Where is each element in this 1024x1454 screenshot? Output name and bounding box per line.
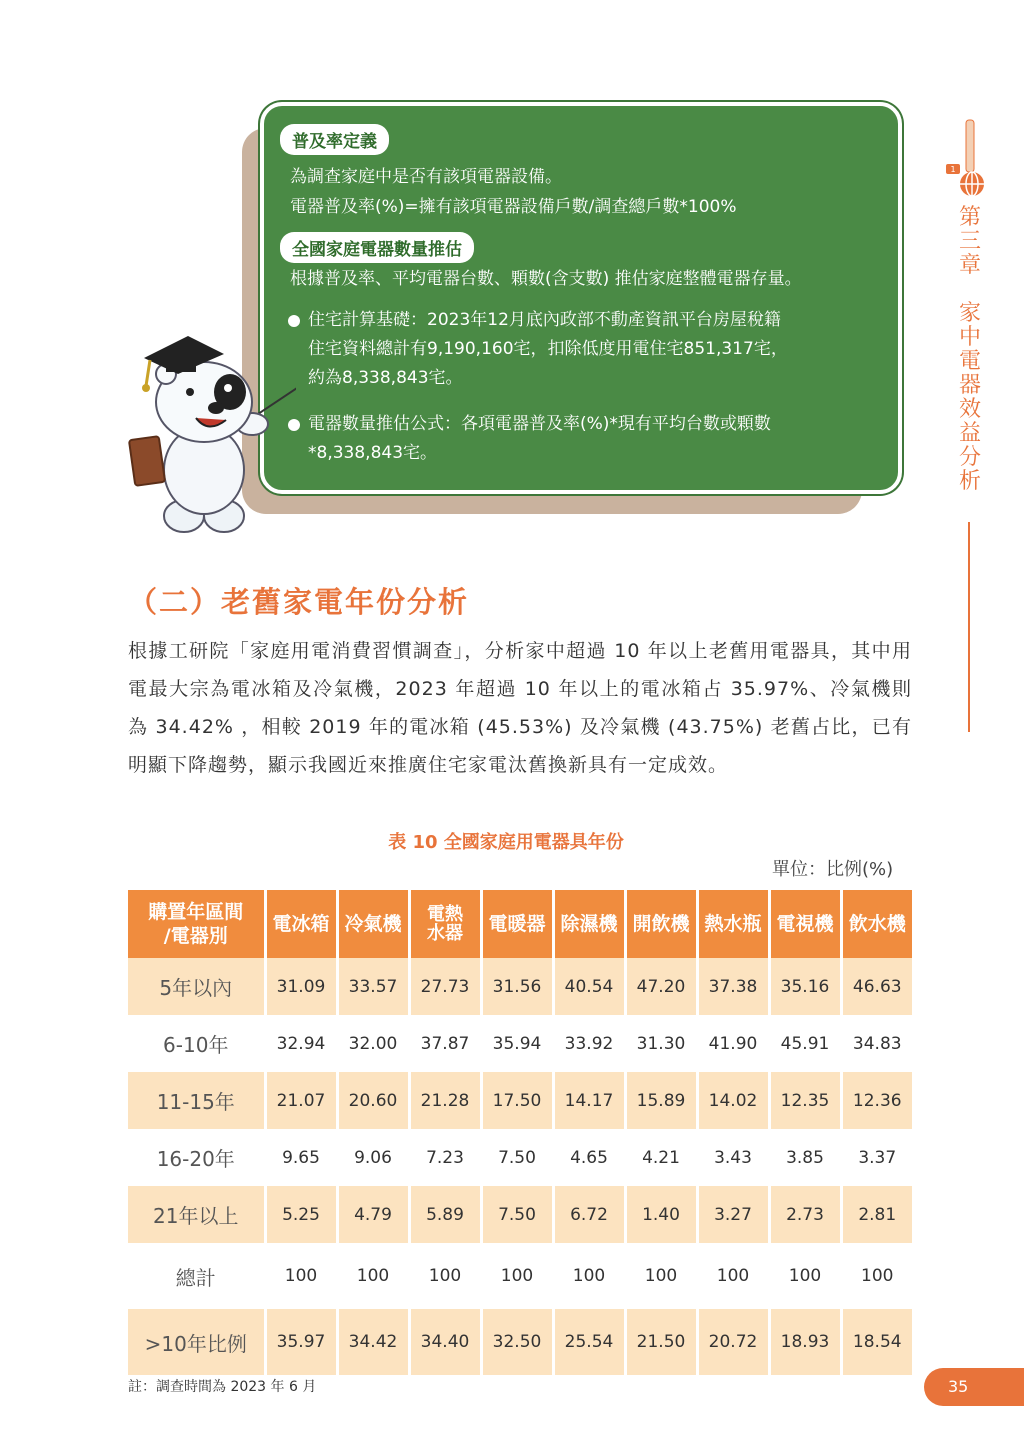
estimate-line-1: 根據普及率、平均電器台數、顆數(含支數) 推估家庭整體電器存量。 (290, 269, 802, 289)
table-cell: 2.81 (841, 1186, 912, 1243)
table-cell: 25.54 (553, 1309, 625, 1375)
bullet-2-line-1: 電器數量推估公式：各項電器普及率(%)*現有平均台數或顆數 (308, 414, 771, 434)
chapter-char: 三 (958, 229, 981, 254)
bear-mascot-illustration (126, 330, 296, 540)
table-cell: 37.87 (409, 1015, 481, 1072)
table-cell: 18.54 (841, 1309, 912, 1375)
table-cell: 1.40 (625, 1186, 697, 1243)
bullet-1-line-1: 住宅計算基礎：2023年12月底內政部不動產資訊平台房屋稅籍 (308, 310, 781, 330)
table-cell: 34.42 (337, 1309, 409, 1375)
chapter-char: 家 (958, 301, 981, 326)
definition-line-2: 電器普及率(%)=擁有該項電器設備戶數/調查總戶數*100% (290, 197, 737, 217)
table-row (128, 1015, 912, 1072)
table-cell: 34.40 (409, 1309, 481, 1375)
header-first-cell (128, 890, 265, 958)
table-cell: 15.89 (625, 1072, 697, 1129)
row-label: 5年以內 (128, 958, 265, 1015)
table-cell: 4.79 (337, 1186, 409, 1243)
table-cell: 32.50 (481, 1309, 553, 1375)
table-cell: 20.60 (337, 1072, 409, 1129)
column-header-text: 電熱水器 (427, 904, 463, 944)
table-cell: 100 (409, 1243, 481, 1309)
chapter-char (954, 278, 986, 302)
table-cell: 5.25 (265, 1186, 337, 1243)
table-cell: 100 (625, 1243, 697, 1309)
chapter-char: 分 (958, 445, 981, 470)
table-cell: 41.90 (697, 1015, 769, 1072)
table-cell: 9.65 (265, 1129, 337, 1186)
table-cell: 3.27 (697, 1186, 769, 1243)
table-cell: 31.30 (625, 1015, 697, 1072)
globe-number: 1 (950, 165, 956, 174)
sidebar-divider (968, 522, 970, 732)
appliance-age-table (128, 890, 912, 1375)
definition-board (260, 102, 902, 494)
chapter-char: 效 (958, 397, 981, 422)
column-header: 除濕機 (553, 890, 625, 958)
table-cell: 27.73 (409, 958, 481, 1015)
bullet-1-line-3: 約為8,338,843宅。 (308, 368, 463, 388)
bullet-2-line-2: *8,338,843宅。 (308, 443, 438, 463)
table-cell: 7.50 (481, 1129, 553, 1186)
table-cell: 47.20 (625, 958, 697, 1015)
table-cell: 21.50 (625, 1309, 697, 1375)
bullet-item-1 (308, 306, 878, 393)
row-label: >10年比例 (128, 1309, 265, 1375)
row-label: 11-15年 (128, 1072, 265, 1129)
chapter-globe-icon (944, 118, 988, 200)
table-cell: 14.02 (697, 1072, 769, 1129)
page-number: 35 (924, 1368, 1024, 1406)
table-cell: 17.50 (481, 1072, 553, 1129)
table-cell: 14.17 (553, 1072, 625, 1129)
table-cell: 100 (337, 1243, 409, 1309)
bullet-1-line-2: 住宅資料總計有9,190,160宅，扣除低度用電住宅851,317宅， (308, 339, 788, 359)
chapter-char: 益 (958, 421, 981, 446)
definition-label: 普及率定義 (280, 124, 389, 155)
bullet-dot (288, 315, 300, 327)
table-row (128, 1309, 912, 1375)
row-label: 6-10年 (128, 1015, 265, 1072)
table-cell: 12.36 (841, 1072, 912, 1129)
table-cell: 46.63 (841, 958, 912, 1015)
table-cell: 4.65 (553, 1129, 625, 1186)
section-heading: （二）老舊家電年份分析 (128, 585, 470, 619)
table-note: 註：調查時間為 2023 年 6 月 (128, 1379, 317, 1395)
table-header-row (128, 890, 912, 958)
table-cell: 33.57 (337, 958, 409, 1015)
chapter-char: 中 (958, 325, 981, 350)
column-header: 電視機 (769, 890, 841, 958)
column-header: 開飲機 (625, 890, 697, 958)
table-cell: 20.72 (697, 1309, 769, 1375)
table-body (128, 958, 912, 1375)
table-cell: 3.43 (697, 1129, 769, 1186)
header-first-line-1: 購置年區間 (148, 901, 244, 923)
table-cell: 3.85 (769, 1129, 841, 1186)
column-header: 電冰箱 (265, 890, 337, 958)
column-header: 熱水瓶 (697, 890, 769, 958)
table-row (128, 1072, 912, 1129)
table-unit: 單位：比例(%) (772, 859, 894, 880)
table-cell: 35.94 (481, 1015, 553, 1072)
table-cell: 33.92 (553, 1015, 625, 1072)
table-cell: 9.06 (337, 1129, 409, 1186)
table-cell: 100 (861, 1266, 894, 1286)
section-paragraph: 根據工研院「家庭用電消費習慣調查」，分析家中超過 10 年以上老舊用電器具，其中用電最大宗為電冰箱及冷氣機，2023 年超過 10 年以上的電冰箱占 35.97%、冷氣機則為 34.42% ，相較 2019 年的電冰箱 (45.53%) 及冷氣機 (43.75%) 老舊占比，已有明顯下降趨勢，顯示我國近來推廣住宅家電汰舊換新具有一定成效。 (128, 640, 912, 776)
chapter-char: 器 (958, 373, 981, 398)
table-cell: 21.07 (265, 1072, 337, 1129)
row-label: 21年以上 (128, 1186, 265, 1243)
table-cell: 100 (553, 1243, 625, 1309)
table-cell: 2.73 (769, 1186, 841, 1243)
table-row (128, 1186, 912, 1243)
header-first-line-2: /電器別 (163, 925, 228, 947)
column-header: 電暖器 (481, 890, 553, 958)
definition-line-1: 為調查家庭中是否有該項電器設備。 (290, 167, 562, 187)
table-cell: 7.23 (409, 1129, 481, 1186)
column-header (409, 890, 481, 958)
chapter-char: 章 (958, 253, 981, 278)
table-cell: 37.38 (697, 958, 769, 1015)
table-cell: 32.94 (265, 1015, 337, 1072)
chapter-char: 析 (958, 469, 981, 494)
column-header: 冷氣機 (337, 890, 409, 958)
estimate-label: 全國家庭電器數量推估 (280, 232, 474, 263)
chapter-title-vertical (954, 206, 986, 494)
table-cell: 31.56 (481, 958, 553, 1015)
table-row (128, 1243, 912, 1309)
table-cell: 6.72 (553, 1186, 625, 1243)
table-cell: 12.35 (769, 1072, 841, 1129)
chapter-char: 第 (958, 205, 981, 230)
table-cell: 35.16 (769, 958, 841, 1015)
row-label: 16-20年 (128, 1129, 265, 1186)
table-cell: 100 (481, 1243, 553, 1309)
table-cell: 18.93 (769, 1309, 841, 1375)
table-row (128, 958, 912, 1015)
table-cell: 100 (697, 1243, 769, 1309)
row-label: 總計 (128, 1243, 265, 1309)
table-cell: 40.54 (553, 958, 625, 1015)
table-cell: 31.09 (265, 958, 337, 1015)
table-cell: 45.91 (769, 1015, 841, 1072)
table-cell: 4.21 (625, 1129, 697, 1186)
table-row (128, 1129, 912, 1186)
table-cell: 7.50 (481, 1186, 553, 1243)
table-title: 表 10 全國家庭用電器具年份 (388, 832, 624, 853)
chapter-char: 電 (958, 349, 981, 374)
table-cell: 21.28 (409, 1072, 481, 1129)
table-cell: 100 (265, 1243, 337, 1309)
table-cell: 5.89 (409, 1186, 481, 1243)
column-header: 飲水機 (841, 890, 912, 958)
table-cell: 100 (769, 1243, 841, 1309)
table-cell: 35.97 (265, 1309, 337, 1375)
table-cell: 3.37 (858, 1147, 897, 1168)
bullet-item-2 (308, 410, 878, 468)
table-cell: 32.00 (337, 1015, 409, 1072)
table-cell: 34.83 (852, 1033, 902, 1054)
